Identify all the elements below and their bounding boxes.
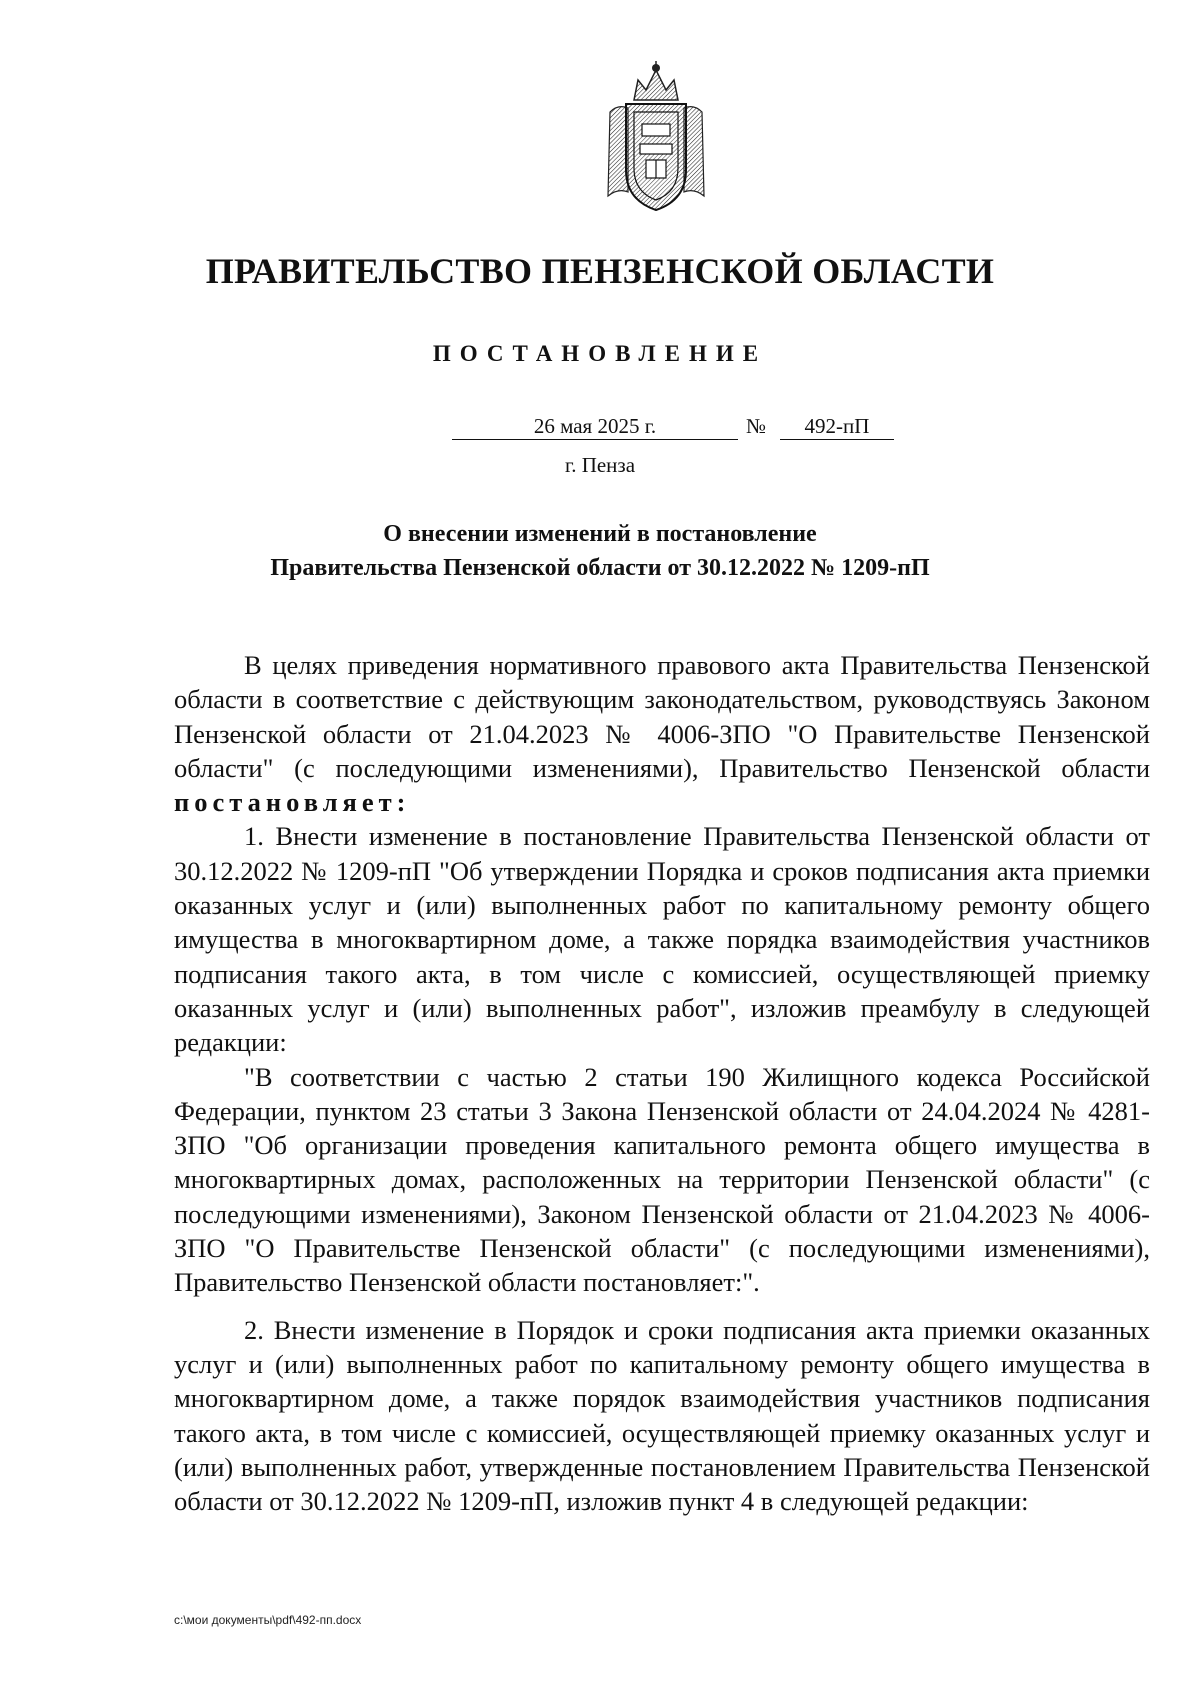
preamble-text: В целях приведения нормативного правового акта Правительства Пензенской области в соответствие с действующим законодательством, руководствуясь Законом Пензенской области от 21.04.2023 № 4006-ЗПО "О Правительстве Пензенской области" (с последующими изменениями), Правительство Пензенской области [174,650,1150,783]
document-number: 492-пП [780,414,894,440]
heading-line-2: Правительства Пензенской области от 30.12.2022 № 1209-пП [270,555,930,581]
document-type: ПОСТАНОВЛЕНИЕ [432,341,768,366]
paragraph-preamble [174,648,1150,819]
paragraph-quoted-preamble: "В соответствии с частью 2 статьи 190 Жилищного кодекса Российской Федерации, пунктом 23 статьи 3 Закона Пензенской области от 24.04.2024 № 4281-ЗПО "Об организации проведения капитального ремонта общего имущества в многоквартирных домах, расположенных на территории Пензенской области" (с последующими изменениями), Законом Пензенской области от 21.04.2023 № 4006-ЗПО "О Правительстве Пензенской области" (с последующими изменениями), Правительство Пензенской области постановляет:". [174,1061,1150,1298]
organization-title: ПРАВИТЕЛЬСТВО ПЕНЗЕНСКОЙ ОБЛАСТИ [205,251,995,291]
heading-line-1: О внесении изменений в постановление [383,521,817,547]
paragraph-item-2: 2. Внести изменение в Порядок и сроки подписания акта приемки оказанных услуг и (или) выполненных работ по капитальному ремонту общего имущества в многоквартирном доме, а также порядок взаимодействия участников подписания такого акта, в том числе с комиссией, осуществляющей приемку оказанных услуг и (или) выполненных работ, утвержденные постановлением Правительства Пензенской области от 30.12.2022 № 1209-пП, изложив пункт 4 в следующей редакции: [174,1314,1150,1517]
file-path-footer: c:\мои документы\pdf\492-пп.docx [174,1613,362,1627]
document-date: 26 мая 2025 г. [452,414,738,440]
issue-city: г. Пенза [564,453,636,477]
number-sign: № [746,414,767,438]
coat-of-arms-icon [604,60,708,212]
document-heading [0,517,1200,585]
resolves-emphasis: постановляет: [174,787,411,818]
paragraph-item-1: 1. Внести изменение в постановление Правительства Пензенской области от 30.12.2022 № 1209-пП "Об утверждении Порядка и сроков подписания акта приемки оказанных услуг и (или) выполненных работ по капитальному ремонту общего имущества в многоквартирном доме, а также порядка взаимодействия участников подписания такого акта, в том числе с комиссией, осуществляющей приемку оказанных услуг и (или) выполненных работ", изложив преамбулу в следующей редакции: [174,821,1150,1058]
document-body [174,648,1150,1518]
